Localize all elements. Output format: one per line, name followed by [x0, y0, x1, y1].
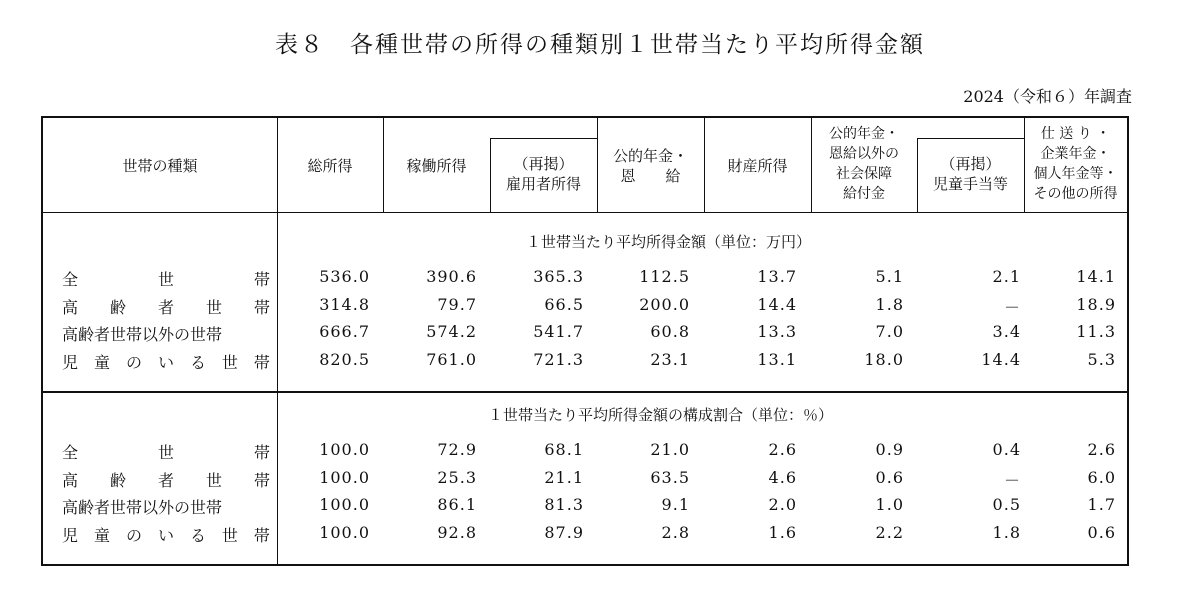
table-cell: 18.0 — [864, 349, 904, 369]
table-cell: 574.2 — [426, 322, 477, 341]
row-label-part: 児 — [62, 352, 79, 372]
table-cell: 2.6 — [1087, 440, 1116, 459]
table-cell: 13.3 — [757, 322, 797, 341]
page-title: 表８ 各種世帯の所得の種類別１世帯当たり平均所得金額 — [275, 32, 925, 58]
table-cell: 0.4 — [992, 440, 1021, 459]
table-cell: 100.0 — [319, 522, 370, 542]
table-cell: 2.1 — [992, 267, 1021, 286]
row-label-part: 高 — [62, 297, 79, 317]
row-label-part: 帯 — [253, 525, 270, 545]
row-label-part: る — [189, 352, 206, 372]
table-cell: 11.3 — [1076, 322, 1116, 341]
header-social-security: 公的年金・ 恩給以外の 社会保障 給付金 — [829, 126, 899, 202]
header-bottom-line — [43, 212, 1127, 213]
table-cell: 1.0 — [875, 495, 904, 514]
row-label-part: 帯 — [253, 270, 270, 289]
row-label-part: 帯 — [253, 443, 270, 462]
row-label-part: 童 — [93, 525, 110, 545]
table-cell: 541.7 — [533, 322, 584, 341]
row-label-part: 世 — [157, 443, 174, 462]
row-label-part: 帯 — [253, 297, 270, 317]
table-cell: 21.0 — [650, 440, 690, 459]
table-cell: 100.0 — [319, 495, 370, 514]
row-label-part: 童 — [93, 352, 110, 372]
table-cell: 5.3 — [1087, 349, 1116, 369]
table-cell: 536.0 — [319, 267, 370, 286]
table-cell: 100.0 — [319, 467, 370, 487]
header-household-type: 世帯の種類 — [122, 157, 198, 175]
row-label-part: 世 — [157, 270, 174, 289]
row-label-part: 世 — [221, 352, 238, 372]
table-cell: 66.5 — [544, 294, 584, 314]
header-child-allowance: （再掲） 児童手当等 — [932, 155, 1008, 193]
table-cell: 2.0 — [768, 495, 797, 514]
table-cell: 25.3 — [437, 467, 477, 487]
row-label-part: 帯 — [253, 470, 270, 490]
row-label-part: 世 — [205, 297, 222, 317]
table-cell: 87.9 — [544, 522, 584, 542]
table-cell: 81.3 — [544, 495, 584, 514]
table-cell: 100.0 — [319, 440, 370, 459]
table-cell: － — [1003, 297, 1021, 317]
table-cell: 2.6 — [768, 440, 797, 459]
row-label — [62, 295, 270, 318]
table-cell: 666.7 — [319, 322, 370, 341]
row-label-part: 世 — [221, 525, 238, 545]
header-pension: 公的年金・ 恩 給 — [612, 147, 688, 185]
header-other-income: 仕 送 り ・ 企業年金・ 個人年金等・ その他の所得 — [1033, 126, 1118, 202]
row-label-part: 世 — [205, 470, 222, 490]
table-cell: 0.9 — [875, 440, 904, 459]
table-cell: 72.9 — [437, 440, 477, 459]
table-cell: 18.9 — [1076, 294, 1116, 314]
row-label-part: 全 — [62, 443, 79, 462]
table-cell: 14.4 — [757, 294, 797, 314]
row-label-part: い — [157, 525, 174, 545]
table-cell: 14.4 — [981, 349, 1021, 369]
row-label-part: 高齢者世帯以外の世帯 — [62, 325, 223, 344]
table-cell: 60.8 — [650, 322, 690, 341]
table-cell: 820.5 — [319, 349, 370, 369]
table-cell: 2.2 — [875, 522, 904, 542]
subheader-line — [917, 138, 1024, 139]
row-label — [62, 350, 270, 373]
row-label — [62, 468, 270, 491]
table-cell: 0.6 — [875, 467, 904, 487]
table-cell: 365.3 — [533, 267, 584, 286]
row-label-part: る — [189, 525, 206, 545]
table-cell: 86.1 — [437, 495, 477, 514]
table-cell: － — [1003, 470, 1021, 490]
row-label — [62, 495, 270, 518]
table-cell: 92.8 — [437, 522, 477, 542]
table-cell: 0.5 — [992, 495, 1021, 514]
table-cell: 2.8 — [661, 522, 690, 542]
table-cell: 7.0 — [875, 322, 904, 341]
section-caption-amount: １世帯当たり平均所得金額（単位：万円） — [526, 233, 812, 251]
table-cell: 0.6 — [1087, 522, 1116, 542]
header-employee-income: （再掲） 雇用者所得 — [505, 155, 581, 193]
row-label — [62, 523, 270, 546]
table-cell: 21.1 — [544, 467, 584, 487]
row-label — [62, 267, 270, 290]
table-cell: 1.8 — [992, 522, 1021, 542]
row-label-part: の — [125, 525, 142, 545]
table-cell: 3.4 — [992, 322, 1021, 341]
row-label-part: 者 — [157, 297, 174, 317]
table-cell: 1.8 — [875, 294, 904, 314]
survey-year-note: 2024（令和６）年調査 — [963, 87, 1132, 106]
table-cell: 1.7 — [1087, 495, 1116, 514]
table-cell: 4.6 — [768, 467, 797, 487]
table-cell: 761.0 — [426, 349, 477, 369]
table-cell: 79.7 — [437, 294, 477, 314]
row-label-part: 児 — [62, 525, 79, 545]
table-cell: 13.7 — [757, 267, 797, 286]
table-cell: 1.6 — [768, 522, 797, 542]
subheader-line — [490, 138, 597, 139]
table-cell: 390.6 — [426, 267, 477, 286]
table-cell: 721.3 — [533, 349, 584, 369]
row-label — [62, 440, 270, 463]
header-total-income: 総所得 — [307, 157, 353, 175]
header-work-income: 稼働所得 — [406, 157, 467, 175]
section-caption-share: １世帯当たり平均所得金額の構成割合（単位：％） — [488, 406, 834, 424]
table-cell: 13.1 — [757, 349, 797, 369]
row-label-part: 齢 — [109, 470, 126, 490]
table-cell: 314.8 — [319, 294, 370, 314]
table-cell: 23.1 — [650, 349, 690, 369]
table-cell: 68.1 — [544, 440, 584, 459]
row-label-part: 高 — [62, 470, 79, 490]
row-label-part: い — [157, 352, 174, 372]
table-cell: 9.1 — [661, 495, 690, 514]
table-cell: 63.5 — [650, 467, 690, 487]
table-cell: 14.1 — [1076, 267, 1116, 286]
table-cell: 200.0 — [639, 294, 690, 314]
row-label-part: の — [125, 352, 142, 372]
row-label — [62, 322, 270, 345]
row-label-part: 全 — [62, 270, 79, 289]
row-label-part: 齢 — [109, 297, 126, 317]
row-label-part: 者 — [157, 470, 174, 490]
header-property-income: 財産所得 — [727, 157, 788, 175]
table-cell: 5.1 — [875, 267, 904, 286]
table-cell: 6.0 — [1087, 467, 1116, 487]
row-label-part: 帯 — [253, 352, 270, 372]
table-cell: 112.5 — [639, 267, 690, 286]
row-label-part: 高齢者世帯以外の世帯 — [62, 498, 223, 517]
section-divider — [43, 391, 1127, 393]
